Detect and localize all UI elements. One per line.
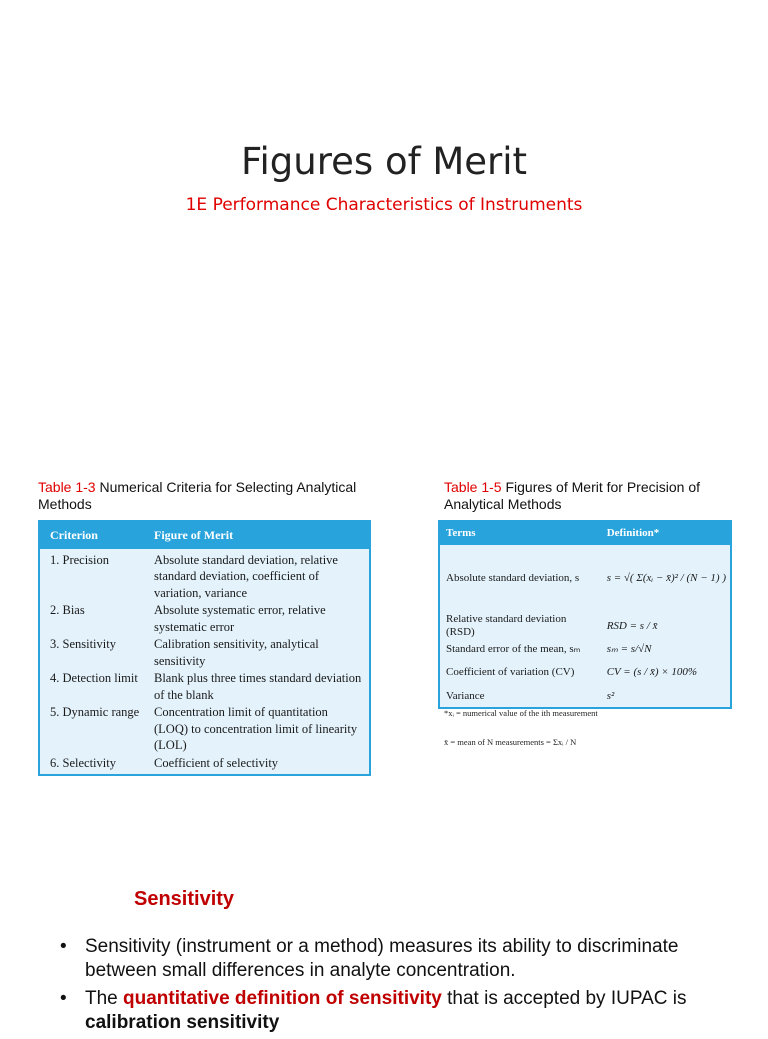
bullet-icon: • xyxy=(60,936,67,957)
criteria-table-header-criterion: Criterion xyxy=(39,521,144,549)
table-cell: 1. Precision xyxy=(50,552,110,567)
highlighted-term: quantitative definition of sensitivity xyxy=(123,988,442,1009)
bullet-icon: • xyxy=(60,988,67,1009)
table-cell: Relative standard deviation (RSD) xyxy=(446,613,567,638)
table2-caption-text: Figures of Merit for Precision of Analytical Methods xyxy=(444,479,700,512)
table2-caption-label: Table 1-5 xyxy=(444,479,502,495)
bullet-text-mid: that is accepted by IUPAC is xyxy=(441,988,687,1009)
precision-table-header-definition: Definition* xyxy=(601,521,731,545)
table-row xyxy=(39,636,370,670)
table1-caption-text: Numerical Criteria for Selecting Analytical Methods xyxy=(38,479,357,512)
table2-footnote-2: x̄ = mean of N measurements = Σxᵢ / N xyxy=(444,737,577,747)
table-cell: 3. Sensitivity xyxy=(50,637,116,651)
table-row xyxy=(39,670,370,704)
table-row xyxy=(439,641,731,658)
bullet-list xyxy=(60,935,710,1039)
bold-term: calibration sensitivity xyxy=(85,1012,280,1033)
bullet-text: Sensitivity (instrument or a method) measures its ability to discriminate between small differences in analyte concentration. xyxy=(85,936,679,981)
formula-cell: s² xyxy=(606,690,615,702)
table2-footnote-1: *xᵢ = numerical value of the ith measurement xyxy=(444,708,598,718)
table-row xyxy=(439,686,731,708)
table-row xyxy=(39,602,370,636)
criteria-table-header-figure: Figure of Merit xyxy=(144,521,370,549)
table-row xyxy=(39,549,370,603)
section-heading: Sensitivity xyxy=(134,888,235,910)
criteria-table xyxy=(38,520,371,776)
table-row xyxy=(439,658,731,686)
table-row xyxy=(39,755,370,776)
table-cell: 5. Dynamic range xyxy=(50,705,140,719)
slide-subtitle: 1E Performance Characteristics of Instruments xyxy=(185,195,583,215)
bullet-text-pre: The xyxy=(85,988,124,1009)
list-item xyxy=(60,987,710,1035)
table-cell: Coefficient of selectivity xyxy=(154,755,279,770)
table-cell: Absolute standard deviation, s xyxy=(446,571,580,584)
precision-table xyxy=(438,520,732,709)
table-cell: Absolute systematic error, relative systematic error xyxy=(154,603,326,634)
slide-title: Figures of Merit xyxy=(240,140,528,183)
table2-caption xyxy=(444,479,744,513)
table-cell: Standard error of the mean, sₘ xyxy=(446,643,581,655)
formula-cell: s = √( Σ(xᵢ − x̄)² / (N − 1) ) xyxy=(606,571,726,584)
table-cell: 4. Detection limit xyxy=(50,671,138,685)
table-row xyxy=(439,611,731,641)
table1-caption xyxy=(38,479,378,513)
table-cell: Absolute standard deviation, relative standard deviation, coefficient of variation, variance xyxy=(154,552,338,600)
formula-cell: CV = (s / x̄) × 100% xyxy=(606,665,698,678)
table-row xyxy=(439,545,731,611)
table-cell: Blank plus three times standard deviation of the blank xyxy=(154,671,362,702)
formula-cell: sₘ = s/√N xyxy=(606,643,652,655)
table-row xyxy=(39,704,370,755)
table-cell: 6. Selectivity xyxy=(50,755,116,770)
precision-table-header-terms: Terms xyxy=(439,521,601,545)
formula-cell: RSD = s / x̄ xyxy=(606,619,658,632)
table-cell: Calibration sensitivity, analytical sensitivity xyxy=(154,637,319,668)
table-cell: Concentration limit of quantitation (LOQ) to concentration limit of linearity (LOL) xyxy=(154,705,358,752)
list-item xyxy=(60,935,710,983)
table-cell: Variance xyxy=(446,690,485,702)
table-cell: 2. Bias xyxy=(50,603,85,617)
table-cell: Coefficient of variation (CV) xyxy=(446,665,575,678)
table1-caption-label: Table 1-3 xyxy=(38,479,96,495)
